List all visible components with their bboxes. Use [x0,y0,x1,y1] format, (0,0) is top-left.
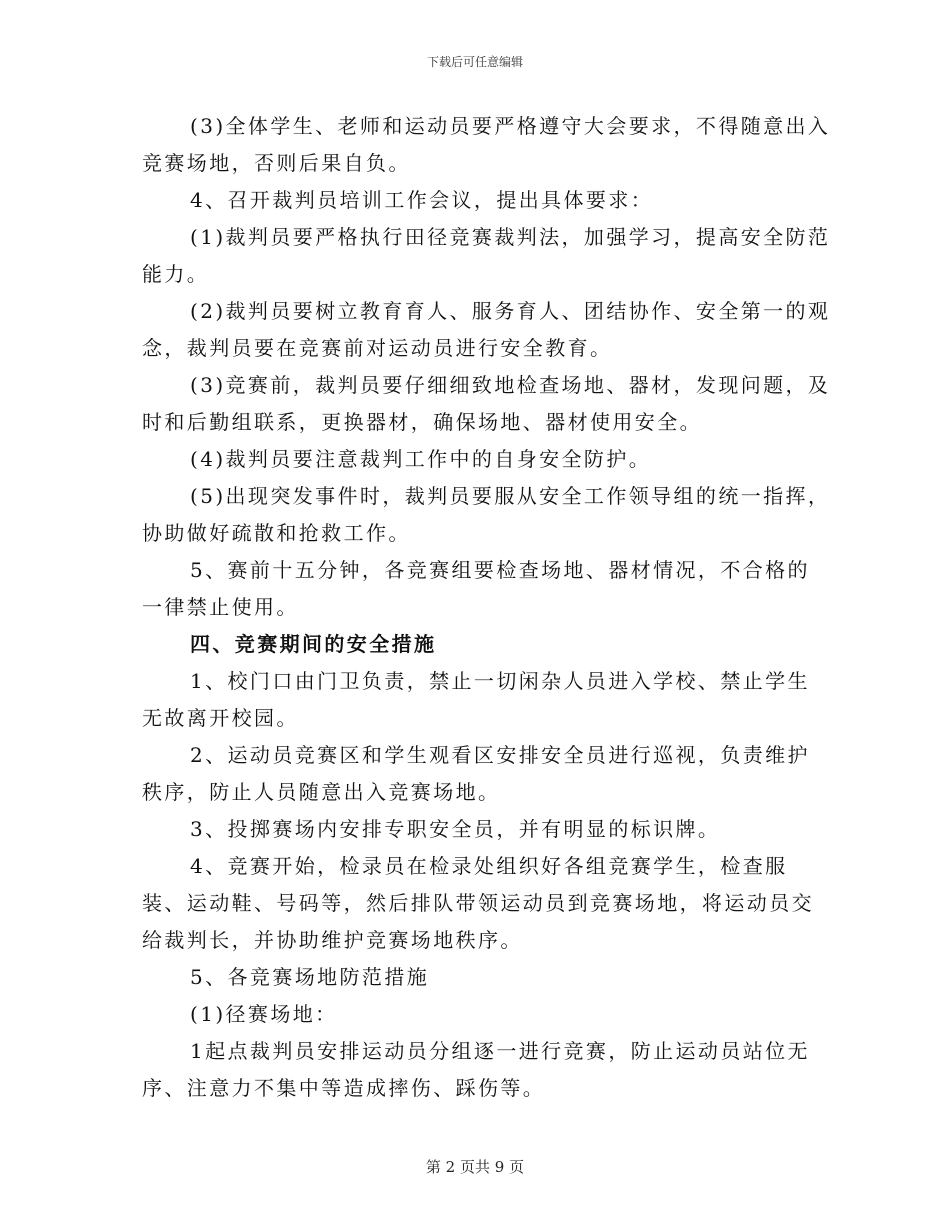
header-note: 下载后可任意编辑 [426,55,523,69]
page-number: 第 2 页共 9 页 [425,1158,525,1176]
paragraph: 4、召开裁判员培训工作会议，提出具体要求： [190,188,654,212]
paragraph: 1起点裁判员安排运动员分组逐一进行竞赛，防止运动员站位无序、注意力不集中等造成摔伤、踩伤等。 [142,1039,810,1100]
paragraph: 3、投掷赛场内安排专职安全员，并有明显的标识牌。 [190,817,721,841]
paragraph: (1)径赛场地： [190,1002,338,1026]
paragraph: 5、各竞赛场地防范措施 [190,965,430,989]
section-heading: 四、竞赛期间的安全措施 [190,632,437,656]
paragraph: 5、赛前十五分钟，各竞赛组要检查场地、器材情况，不合格的一律禁止使用。 [142,558,810,619]
document-body [142,108,832,1107]
paragraph: 2、运动员竞赛区和学生观看区安排安全员进行巡视，负责维护秩序，防止人员随意出入竞赛场地。 [142,743,810,804]
paragraph: (1)裁判员要严格执行田径竞赛裁判法，加强学习，提高安全防范能力。 [142,225,831,286]
paragraph: 4、竞赛开始，检录员在检录处组织好各组竞赛学生，检查服装、运动鞋、号码等，然后排队带领运动员到竞赛场地，将运动员交给裁判长，并协助维护竞赛场地秩序。 [142,854,814,952]
paragraph: (5)出现突发事件时，裁判员要服从安全工作领导组的统一指挥，协助做好疏散和抢救工作。 [142,484,831,545]
paragraph: (4)裁判员要注意裁判工作中的自身安全防护。 [190,447,652,471]
paragraph: (3)全体学生、老师和运动员要严格遵守大会要求，不得随意出入竞赛场地，否则后果自负。 [142,114,831,175]
paragraph: (3)竞赛前，裁判员要仔细细致地检查场地、器材，发现问题，及时和后勤组联系，更换器材，确保场地、器材使用安全。 [142,373,831,434]
paragraph: (2)裁判员要树立教育育人、服务育人、团结协作、安全第一的观念，裁判员要在竞赛前对运动员进行安全教育。 [142,299,831,360]
paragraph: 1、校门口由门卫负责，禁止一切闲杂人员进入学校、禁止学生无故离开校园。 [142,669,810,730]
